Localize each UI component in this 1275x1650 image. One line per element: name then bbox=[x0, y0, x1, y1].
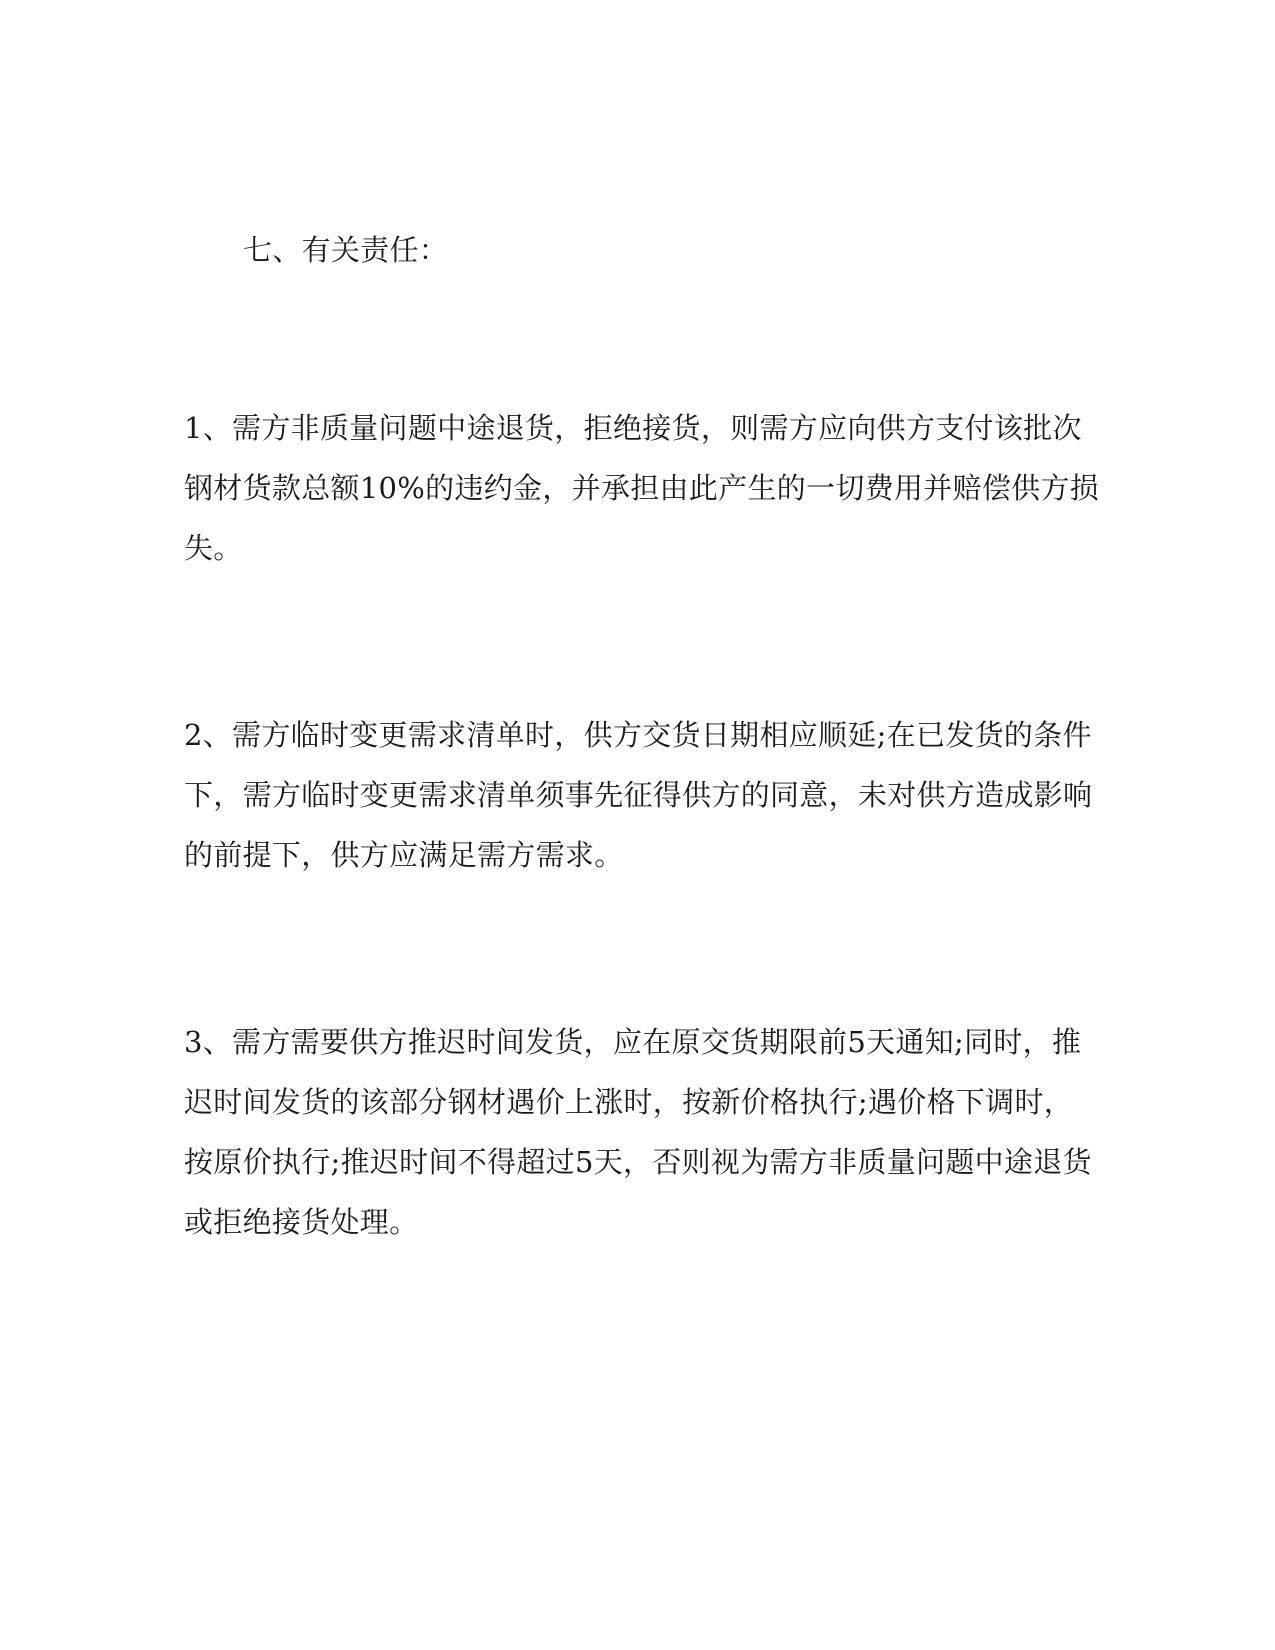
clause-2-line-3: 的前提下，供方应满足需方需求。 bbox=[184, 838, 624, 872]
clause-3-line-1: 3、需方需要供方推迟时间发货，应在原交货期限前5天通知;同时，推 bbox=[184, 1025, 1082, 1059]
clause-1-line-3: 失。 bbox=[184, 531, 243, 565]
clause-1-line-2: 钢材货款总额10%的违约金，并承担由此产生的一切费用并赔偿供方损 bbox=[184, 471, 1100, 505]
clause-3-line-2: 迟时间发货的该部分钢材遇价上涨时，按新价格执行;遇价格下调时， bbox=[184, 1085, 1074, 1119]
clause-3-line-4: 或拒绝接货处理。 bbox=[184, 1205, 419, 1239]
clause-3-line-3: 按原价执行;推迟时间不得超过5天，否则视为需方非质量问题中途退货 bbox=[184, 1145, 1092, 1179]
clause-1-line-1: 1、需方非质量问题中途退货，拒绝接货，则需方应向供方支付该批次 bbox=[184, 411, 1082, 445]
clause-2-line-2: 下，需方临时变更需求清单须事先征得供方的同意，未对供方造成影响 bbox=[184, 778, 1093, 812]
section-heading: 七、有关责任： bbox=[243, 233, 449, 267]
clause-2-line-1: 2、需方临时变更需求清单时，供方交货日期相应顺延;在已发货的条件 bbox=[184, 718, 1092, 752]
